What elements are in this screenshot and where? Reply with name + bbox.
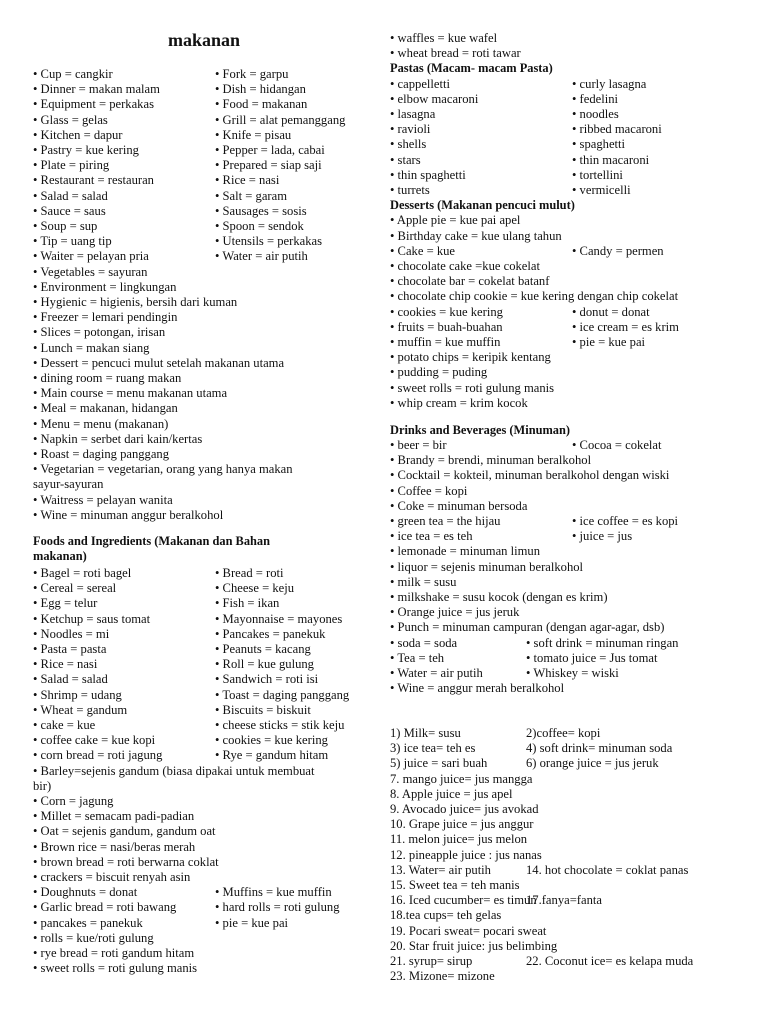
vocab-item: • Tea = teh [390,650,445,665]
vocab-item: • Vegetarian = vegetarian, orang yang hanya makan [33,462,293,477]
vocab-item: • Cheese = keju [215,581,295,596]
numbered-item: 15. Sweet tea = teh manis [390,878,520,892]
numbered-item: 12. pineapple juice : jus nanas [390,847,542,862]
vocab-item: • Waitress = pelayan wanita [33,492,173,507]
vocab-item: • Cocktail = kokteil, minuman beralkohol dengan wiski [390,468,670,483]
vocab-item: • soft drink = minuman ringan [526,635,679,650]
vocab-item: • Waiter = pelayan pria [33,249,149,264]
vocab-item: • Food = makanan [215,97,308,112]
vocab-item: • turrets [390,183,430,197]
vocab-item: • sweet rolls = roti gulung manis [33,961,198,976]
vocab-item: • Grill = alat pemanggang [215,112,346,127]
numbered-item: 21. syrup= sirup [390,954,473,968]
vocab-item: • Corn = jagung [33,794,114,808]
vocab-item: • dining room = ruang makan [33,371,182,385]
vocab-item: • Wine = anggur merah beralkohol [390,681,565,696]
section-heading: Pastas (Macam- macam Pasta) [390,61,553,76]
vocab-item: • Bagel = roti bagel [33,566,132,580]
vocab-item: • coffee cake = kue kopi [33,733,156,748]
vocab-item: • ribbed macaroni [572,122,662,137]
vocab-item: • Sauce = saus [33,203,106,218]
vocab-item: • Prepared = siap saji [215,158,322,173]
vocab-item: • Main course = menu makanan utama [33,386,228,401]
numbered-item: 19. Pocari sweat= pocari sweat [390,923,547,938]
vocab-item: • Restaurant = restauran [33,173,154,188]
vocab-item: • Knife = pisau [215,127,292,142]
numbered-item: 10. Grape juice = jus anggur [390,817,534,832]
vocab-item: • Mayonnaise = mayones [215,611,343,626]
vocab-item: • Cereal = sereal [33,581,117,596]
vocab-item: • Barley=sejenis gandum (biasa dipakai untuk membuat [33,763,315,778]
vocab-item: • Peanuts = kacang [215,642,311,656]
vocab-item: • crackers = biscuit renyah asin [33,870,191,884]
vocab-item: • Coffee = kopi [390,483,468,498]
numbered-item: 1) Milk= susu [390,726,461,740]
vocab-item: • Rye = gandum hitam [215,748,329,763]
vocab-item: • Punch = minuman campuran (dengan agar-agar, dsb) [390,620,665,635]
vocab-item: • Kitchen = dapur [33,127,123,142]
numbered-item: 7. mango juice= jus mangga [390,771,533,786]
vocab-item: • fedelini [572,91,619,106]
vocab-item: • Equipment = perkakas [33,97,154,112]
vocab-item: • sweet rolls = roti gulung manis [390,380,555,395]
vocab-item: • chocolate chip cookie = kue kering dengan chip cokelat [390,289,679,304]
vocab-item: • Dish = hidangan [215,82,306,97]
vocab-item: • lemonade = minuman limun [390,544,541,559]
vocab-item: • Wheat = gandum [33,702,128,717]
vocab-item: • Noodles = mi [33,626,110,641]
vocab-item: • rolls = kue/roti gulung [33,930,154,945]
vocab-item: • Roll = kue gulung [215,657,314,672]
vocab-item: • Bread = roti [215,566,284,580]
vocab-item: • cappelletti [390,76,451,91]
vocab-item: • Pancakes = panekuk [215,626,326,641]
vocab-item: • Dessert = pencuci mulut setelah makanan utama [33,355,285,370]
vocab-item: • Glass = gelas [33,112,108,127]
vocab-item: • Apple pie = kue pai apel [390,213,521,228]
vocab-item: • Hygienic = higienis, bersih dari kuman [33,295,238,309]
vocab-item: • Pastry = kue kering [33,143,139,157]
vocab-item: • whip cream = krim kocok [390,395,528,410]
vocab-item: • cookies = kue kering [215,733,328,748]
vocab-item: • Salad = salad [33,188,108,203]
vocab-item: • Orange juice = jus jeruk [390,605,520,620]
vocab-item: • muffin = kue muffin [390,335,501,349]
vocab-item: • Shrimp = udang [33,687,122,702]
vocab-item: • hard rolls = roti gulung [215,900,340,915]
vocab-item: • beer = bir [390,438,447,452]
vocab-item: • Salad = salad [33,672,108,687]
vocab-item: • Brown rice = nasi/beras merah [33,839,196,854]
vocab-item: • Environment = lingkungan [33,279,177,294]
numbered-item: 20. Star fruit juice: jus belimbing [390,938,558,953]
vocab-item: • Garlic bread = roti bawang [33,900,177,915]
vocab-item: • shells [390,137,427,152]
numbered-item: 16. Iced cucumber= es timun [390,893,537,908]
vocab-item: • waffles = kue wafel [390,31,498,45]
vocab-item: • Muffins = kue muffin [215,885,332,900]
vocab-item: • soda = soda [390,635,458,650]
vocab-item: • Sausages = sosis [215,203,307,218]
vocab-item: • Freezer = lemari pendingin [33,310,178,325]
vocab-item: • Rice = nasi [215,173,280,188]
vocab-item: • stars [390,152,421,167]
vocab-item: • vermicelli [572,183,631,197]
vocab-item: • milkshake = susu kocok (dengan es krim) [390,590,608,604]
vocab-item: • Millet = semacam padi-padian [33,809,195,824]
vocab-item: • tortellini [572,167,623,182]
vocab-item: • Candy = permen [572,243,664,258]
numbered-item: 5) juice = sari buah [390,756,488,771]
vocab-item: • Roast = daging panggang [33,447,170,461]
vocab-item: • corn bread = roti jagung [33,748,163,763]
vocab-item: • chocolate cake =kue cokelat [390,259,540,273]
vocab-item: • Plate = piring [33,158,110,173]
vocab-item: • pudding = puding [390,365,488,380]
vocab-item: • Salt = garam [215,188,288,203]
numbered-item: 18.tea cups= teh gelas [390,908,502,923]
vocab-item: • Vegetables = sayuran [33,264,148,279]
vocab-item: • Dinner = makan malam [33,82,160,97]
vocab-item: • Soup = sup [33,219,98,233]
vocab-item: • Egg = telur [33,596,98,611]
vocab-item: • green tea = the hijau [390,514,501,528]
vocab-item: • Ketchup = saus tomat [33,611,151,626]
vocab-item: • Biscuits = biskuit [215,702,311,717]
numbered-item: 17.fanya=fanta [526,893,602,908]
vocab-item: • cake = kue [33,718,96,732]
numbered-item: 2)coffee= kopi [526,726,601,740]
vocab-item: • rye bread = roti gandum hitam [33,946,195,960]
vocab-item: • milk = susu [390,574,457,589]
vocab-item: • ice cream = es krim [572,319,679,334]
numbered-item: 3) ice tea= teh es [390,741,476,756]
numbered-item: 22. Coconut ice= es kelapa muda [526,954,694,968]
vocab-item: • ravioli [390,122,431,137]
section-heading: Foods and Ingredients (Makanan dan Bahan [33,534,270,548]
vocab-item: • tomato juice = Jus tomat [526,650,658,665]
vocab-item: • Menu = menu (makanan) [33,416,169,431]
vocab-item: • Oat = sejenis gandum, gandum oat [33,824,216,839]
vocab-item: sayur-sayuran [33,477,104,492]
vocab-item: • pie = kue pai [215,915,289,930]
vocab-item: • Toast = daging panggang [215,687,350,702]
vocab-item: • Wine = minuman anggur beralkohol [33,507,224,522]
vocab-item: • Pepper = lada, cabai [215,143,325,157]
numbered-item: 11. melon juice= jus melon [390,832,528,847]
vocab-item: • juice = jus [572,529,633,544]
vocab-item: • Cake = kue [390,243,456,258]
vocab-item: • ice tea = es teh [390,529,473,544]
vocab-item: • pie = kue pai [572,335,646,349]
vocab-item: • fruits = buah-buahan [390,319,503,334]
numbered-item: 9. Avocado juice= jus avokad [390,802,539,816]
section-heading: Desserts (Makanan pencuci mulut) [390,198,575,213]
vocab-item: • Water = air putih [390,666,483,680]
vocab-item: • Birthday cake = kue ulang tahun [390,228,562,243]
numbered-item: 23. Mizone= mizone [390,969,495,984]
vocab-item: • chocolate bar = cokelat batanf [390,274,550,289]
vocab-item: • Water = air putih [215,249,308,264]
vocab-item: • liquor = sejenis minuman beralkohol [390,559,584,574]
vocab-item: • elbow macaroni [390,91,479,106]
vocab-item: • Pasta = pasta [33,642,107,656]
numbered-item: 4) soft drink= minuman soda [526,741,673,756]
vocab-item: bir) [33,778,52,793]
vocab-item: • Lunch = makan siang [33,340,150,355]
vocab-item: • thin macaroni [572,152,650,167]
vocab-item: • spaghetti [572,137,626,152]
vocab-item: • Doughnuts = donat [33,885,138,900]
page-title: makanan [168,30,241,50]
vocab-item: • noodles [572,107,619,121]
numbered-item: 14. hot chocolate = coklat panas [526,862,689,877]
section-heading: makanan) [33,549,87,563]
vocab-item: • Rice = nasi [33,657,98,672]
vocab-item: • Utensils = perkakas [215,234,322,249]
vocab-item: • donut = donat [572,304,650,319]
vocab-item: • thin spaghetti [390,167,466,182]
vocab-item: • Tip = uang tip [33,234,112,249]
vocab-item: • pancakes = panekuk [33,915,143,930]
vocab-item: • Spoon = sendok [215,219,304,233]
vocab-item: • cheese sticks = stik keju [215,718,345,732]
vocab-item: • Fork = garpu [215,67,289,81]
vocab-item: • lasagna [390,107,436,121]
numbered-item: 6) orange juice = jus jeruk [526,756,659,771]
vocab-item: • Slices = potongan, irisan [33,325,166,340]
vocab-item: • brown bread = roti berwarna coklat [33,854,219,869]
vocab-item: • potato chips = keripik kentang [390,350,551,365]
vocab-item: • Meal = makanan, hidangan [33,401,178,416]
vocab-item: • Coke = minuman bersoda [390,498,528,513]
vocab-item: • Whiskey = wiski [526,666,619,680]
vocab-item: • cookies = kue kering [390,304,503,319]
vocab-item: • curly lasagna [572,76,647,91]
vocab-item: • Sandwich = roti isi [215,672,319,687]
vocab-item: • Cocoa = cokelat [572,438,662,452]
vocab-item: • Cup = cangkir [33,67,113,81]
vocab-item: • wheat bread = roti tawar [390,46,521,61]
vocab-item: • ice coffee = es kopi [572,514,679,528]
vocab-item: • Fish = ikan [215,596,280,611]
vocab-item: • Napkin = serbet dari kain/kertas [33,431,203,446]
numbered-item: 13. Water= air putih [390,862,491,877]
numbered-item: 8. Apple juice = jus apel [390,786,513,801]
section-heading: Drinks and Beverages (Minuman) [390,423,571,437]
vocab-item: • Brandy = brendi, minuman beralkohol [390,453,592,468]
